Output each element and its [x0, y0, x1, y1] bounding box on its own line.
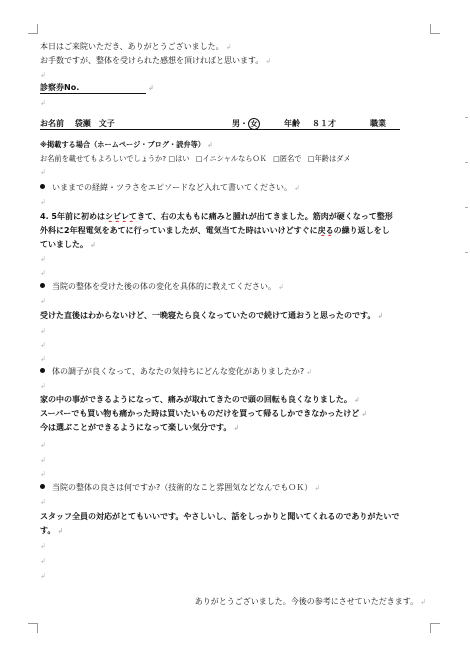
bullet-icon: [40, 484, 45, 489]
empty-paragraph: ↲: [40, 255, 46, 263]
ticket-number-label: 診察券No.: [40, 83, 80, 92]
paragraph-mark: ↲: [294, 184, 300, 192]
ruler-mark: [465, 252, 468, 253]
paragraph-mark: ↲: [225, 43, 232, 51]
empty-paragraph: ↲: [40, 168, 46, 176]
ticket-number-row: [40, 82, 434, 94]
gender-circled-female: 女: [248, 118, 260, 129]
job-label: 職業: [370, 119, 386, 128]
ruler-mark: [465, 117, 468, 118]
intro-line-1: 本日はご来院いただき、ありがとうございました。 ↲: [40, 42, 232, 51]
paragraph-mark: ↲: [377, 312, 384, 320]
empty-paragraph: ↲: [40, 297, 46, 305]
question-2: 当院の整体を受けた後の体の変化を具体的に教えてください。 ↲: [40, 281, 434, 293]
paragraph-mark: ↲: [148, 84, 154, 92]
empty-paragraph: ↲: [40, 71, 46, 79]
empty-paragraph: ↲: [40, 557, 46, 565]
publish-note: ※掲載する場合（ホームページ・ブログ・読弁等） ↲: [40, 140, 213, 149]
option-yes-checkbox[interactable]: □はい: [168, 154, 190, 163]
answer-4-line-1: スタッフ全員の対応がとてもいいです。やさしいし、話をしっかりと聞いてくれるのでありがたいで: [40, 512, 400, 521]
publish-question: お名前を載せてもよろしいでしょうか?: [40, 154, 167, 163]
name-label: お名前: [40, 119, 64, 128]
empty-paragraph: ↲: [40, 99, 46, 107]
paragraph-mark: ↲: [233, 424, 240, 432]
publish-question-row: [40, 153, 434, 164]
intro-line-2: お手数ですが、整体を受けられた感想を頂ければと思います。 ↲: [40, 56, 272, 65]
paragraph-mark: ↲: [57, 527, 64, 535]
empty-paragraph: ↲: [40, 498, 46, 506]
paragraph-mark: ↲: [314, 484, 321, 492]
age-label: 年齢: [284, 119, 300, 128]
patient-info-row: [40, 118, 434, 129]
paragraph-mark: ↲: [206, 141, 213, 149]
answer-1-line-1: 4. 5年前に初めはシビレてきて、右の太ももに痛みと腫れが出てきました。筋肉が硬くなって整形: [40, 212, 393, 221]
question-3: 体の調子が良くなって、あなたの気持ちにどんな変化がありましたか? ↲: [40, 366, 434, 378]
option-anonymous-checkbox[interactable]: □匿名で: [273, 154, 302, 163]
paragraph-mark: ↲: [420, 598, 426, 606]
paragraph-mark: ↲: [353, 396, 360, 404]
ruler-mark: [465, 162, 468, 163]
option-initials-checkbox[interactable]: □イニシャルならＯＫ: [195, 154, 267, 163]
crop-mark-bottom-left: [28, 623, 38, 633]
empty-paragraph: ↲: [40, 269, 46, 277]
gender-field: 男・ 女: [232, 118, 260, 129]
paragraph-mark: ↲: [265, 57, 272, 65]
empty-paragraph: ↲: [40, 327, 46, 335]
answer-1-line-3: ていました。 ↲: [40, 240, 96, 249]
closing-message: ありがとうございました。今後の参考にさせていただきます。 ↲: [194, 597, 426, 606]
answer-3-line-2: スーパーでも買い物も痛かった時は買いたいものだけを買って帰るしかできなかったけど ↲: [40, 409, 368, 418]
empty-paragraph: ↲: [40, 382, 46, 390]
question-4: 当院の整体の良さは何ですか?（技術的なこと雰囲気などなんでもＯＫ） ↲: [40, 482, 434, 494]
answer-2: 受けた直後はわからないけど、一晩寝たら良くなっていたので続けて通おうと思ったのです。 ↲: [40, 311, 384, 320]
answer-3-line-1: 家の中の事ができるようになって、痛みが取れてきたので頭の回転も良くなりました。 ↲: [40, 395, 360, 404]
ticket-number-field[interactable]: [40, 82, 146, 94]
empty-paragraph: ↲: [40, 542, 46, 550]
crop-mark-top-left: [28, 24, 38, 34]
answer-1-line-2: 外科に2年程電気をあてに行っていましたが、電気当てた時はいいけどすぐに戻るの繰り返しをし: [40, 226, 390, 235]
age-value: ８１才: [312, 119, 336, 128]
empty-paragraph: ↲: [40, 572, 46, 580]
empty-paragraph: ↲: [40, 441, 46, 449]
question-1: いままでの経緯・ツラさをエピソードなど入れて書いてください。 ↲: [40, 182, 434, 194]
answer-4-line-2: す。 ↲: [40, 526, 64, 535]
bullet-icon: [40, 184, 45, 189]
empty-paragraph: ↲: [40, 470, 46, 478]
answer-3-line-3: 今は選ぶことができるようになって楽しい気分です。 ↲: [40, 423, 240, 432]
paragraph-mark: ↲: [278, 283, 284, 291]
option-no-age-checkbox[interactable]: □年齢はダメ: [307, 154, 351, 163]
bullet-icon: [40, 283, 45, 288]
empty-paragraph: ↲: [40, 341, 46, 349]
crop-mark-bottom-right: [430, 623, 440, 633]
spellcheck-mark: シビレて: [104, 212, 137, 221]
crop-mark-top-right: [430, 24, 440, 34]
paragraph-mark: ↲: [361, 410, 368, 418]
paragraph-mark: ↲: [90, 241, 96, 249]
ruler-mark: [465, 207, 468, 208]
paragraph-mark: ↲: [306, 368, 312, 376]
spellcheck-mark: 戻る: [317, 226, 334, 235]
name-value: 袋瀬 文子: [74, 119, 115, 128]
patient-row-underline: [40, 129, 400, 130]
empty-paragraph: ↲: [40, 355, 46, 363]
empty-paragraph: ↲: [40, 456, 46, 464]
bullet-icon: [40, 368, 45, 373]
empty-paragraph: ↲: [40, 198, 46, 206]
